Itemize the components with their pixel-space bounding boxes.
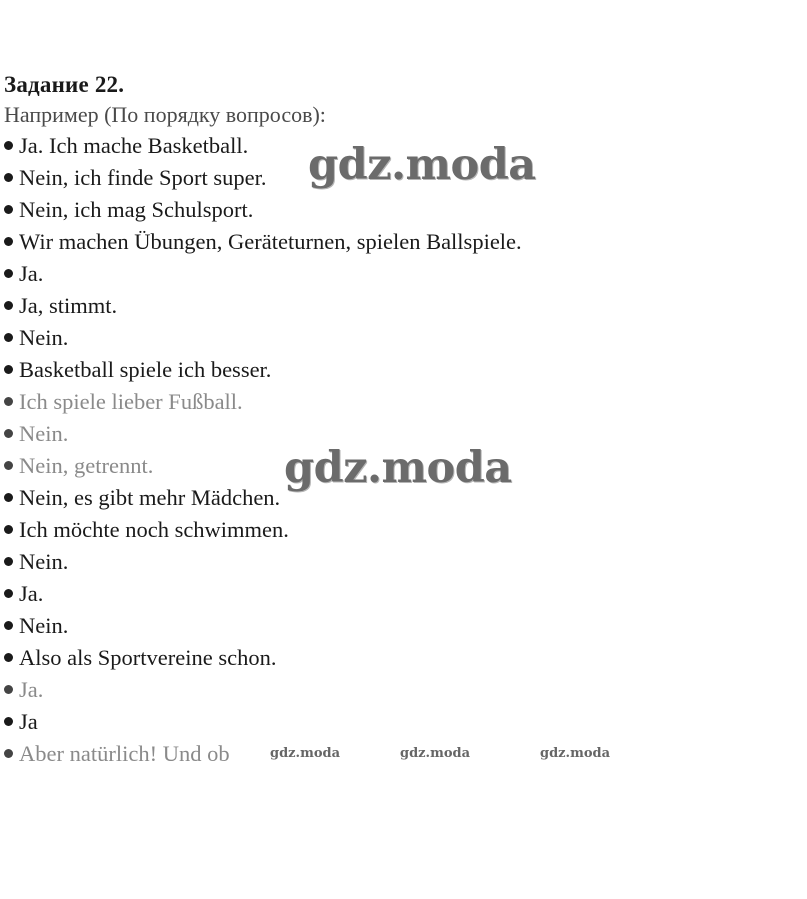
bullet-icon	[4, 205, 13, 214]
watermark-small-3: gdz.moda	[540, 746, 611, 761]
answer-text: Nein.	[19, 421, 69, 446]
bullet-icon	[4, 653, 13, 662]
task-title: Задание 22.	[4, 72, 125, 97]
bullet-icon	[4, 621, 13, 630]
answer-text: Nein.	[19, 325, 69, 350]
answer-text: Ja.	[19, 677, 44, 702]
answer-text: Ich möchte noch schwimmen.	[19, 517, 289, 542]
answer-text: Wir machen Übungen, Geräteturnen, spielen Ballspiele.	[19, 229, 522, 254]
watermark-logo-top: gdz.moda	[308, 140, 536, 190]
bullet-icon	[4, 525, 13, 534]
bullet-icon	[4, 397, 13, 406]
answer-item	[4, 706, 804, 738]
answer-text: Ja	[19, 709, 38, 734]
bullet-icon	[4, 141, 13, 150]
answer-item	[4, 226, 804, 258]
answer-text: Nein.	[19, 613, 69, 638]
answer-item	[4, 386, 804, 418]
answer-text: Aber natürlich! Und ob	[19, 741, 230, 766]
watermark-logo-middle: gdz.moda	[284, 443, 512, 493]
answer-text: Basketball spiele ich besser.	[19, 357, 272, 382]
answer-text: Nein.	[19, 549, 69, 574]
bullet-icon	[4, 173, 13, 182]
answer-text: Ja.	[19, 581, 44, 606]
bullet-icon	[4, 589, 13, 598]
answer-text: Nein, es gibt mehr Mädchen.	[19, 485, 281, 510]
answer-text: Nein, ich finde Sport super.	[19, 165, 267, 190]
answer-item	[4, 290, 804, 322]
bullet-icon	[4, 461, 13, 470]
answer-text: Ja.	[19, 261, 44, 286]
bullet-icon	[4, 557, 13, 566]
answer-item	[4, 258, 804, 290]
bullet-icon	[4, 237, 13, 246]
answer-text: Ich spiele lieber Fußball.	[19, 389, 243, 414]
bullet-icon	[4, 365, 13, 374]
answer-item	[4, 674, 804, 706]
answer-item	[4, 578, 804, 610]
answer-text: Nein, ich mag Schulsport.	[19, 197, 254, 222]
answer-text: Ja, stimmt.	[19, 293, 118, 318]
answer-item	[4, 514, 804, 546]
answer-item	[4, 354, 804, 386]
answer-item	[4, 642, 804, 674]
task-intro: Например (По порядку вопросов):	[4, 102, 326, 127]
bullet-icon	[4, 685, 13, 694]
watermark-small-1: gdz.moda	[270, 746, 341, 761]
answer-text: Ja. Ich mache Basketball.	[19, 133, 249, 158]
watermark-small-2: gdz.moda	[400, 746, 471, 761]
bullet-icon	[4, 333, 13, 342]
answer-item	[4, 322, 804, 354]
answer-item	[4, 194, 804, 226]
bullet-icon	[4, 269, 13, 278]
answer-text: Nein, getrennt.	[19, 453, 154, 478]
bullet-icon	[4, 429, 13, 438]
bullet-icon	[4, 301, 13, 310]
bullet-icon	[4, 749, 13, 758]
answer-text: Also als Sportvereine schon.	[19, 645, 277, 670]
answer-item	[4, 546, 804, 578]
answer-item	[4, 610, 804, 642]
bullet-icon	[4, 493, 13, 502]
bullet-icon	[4, 717, 13, 726]
